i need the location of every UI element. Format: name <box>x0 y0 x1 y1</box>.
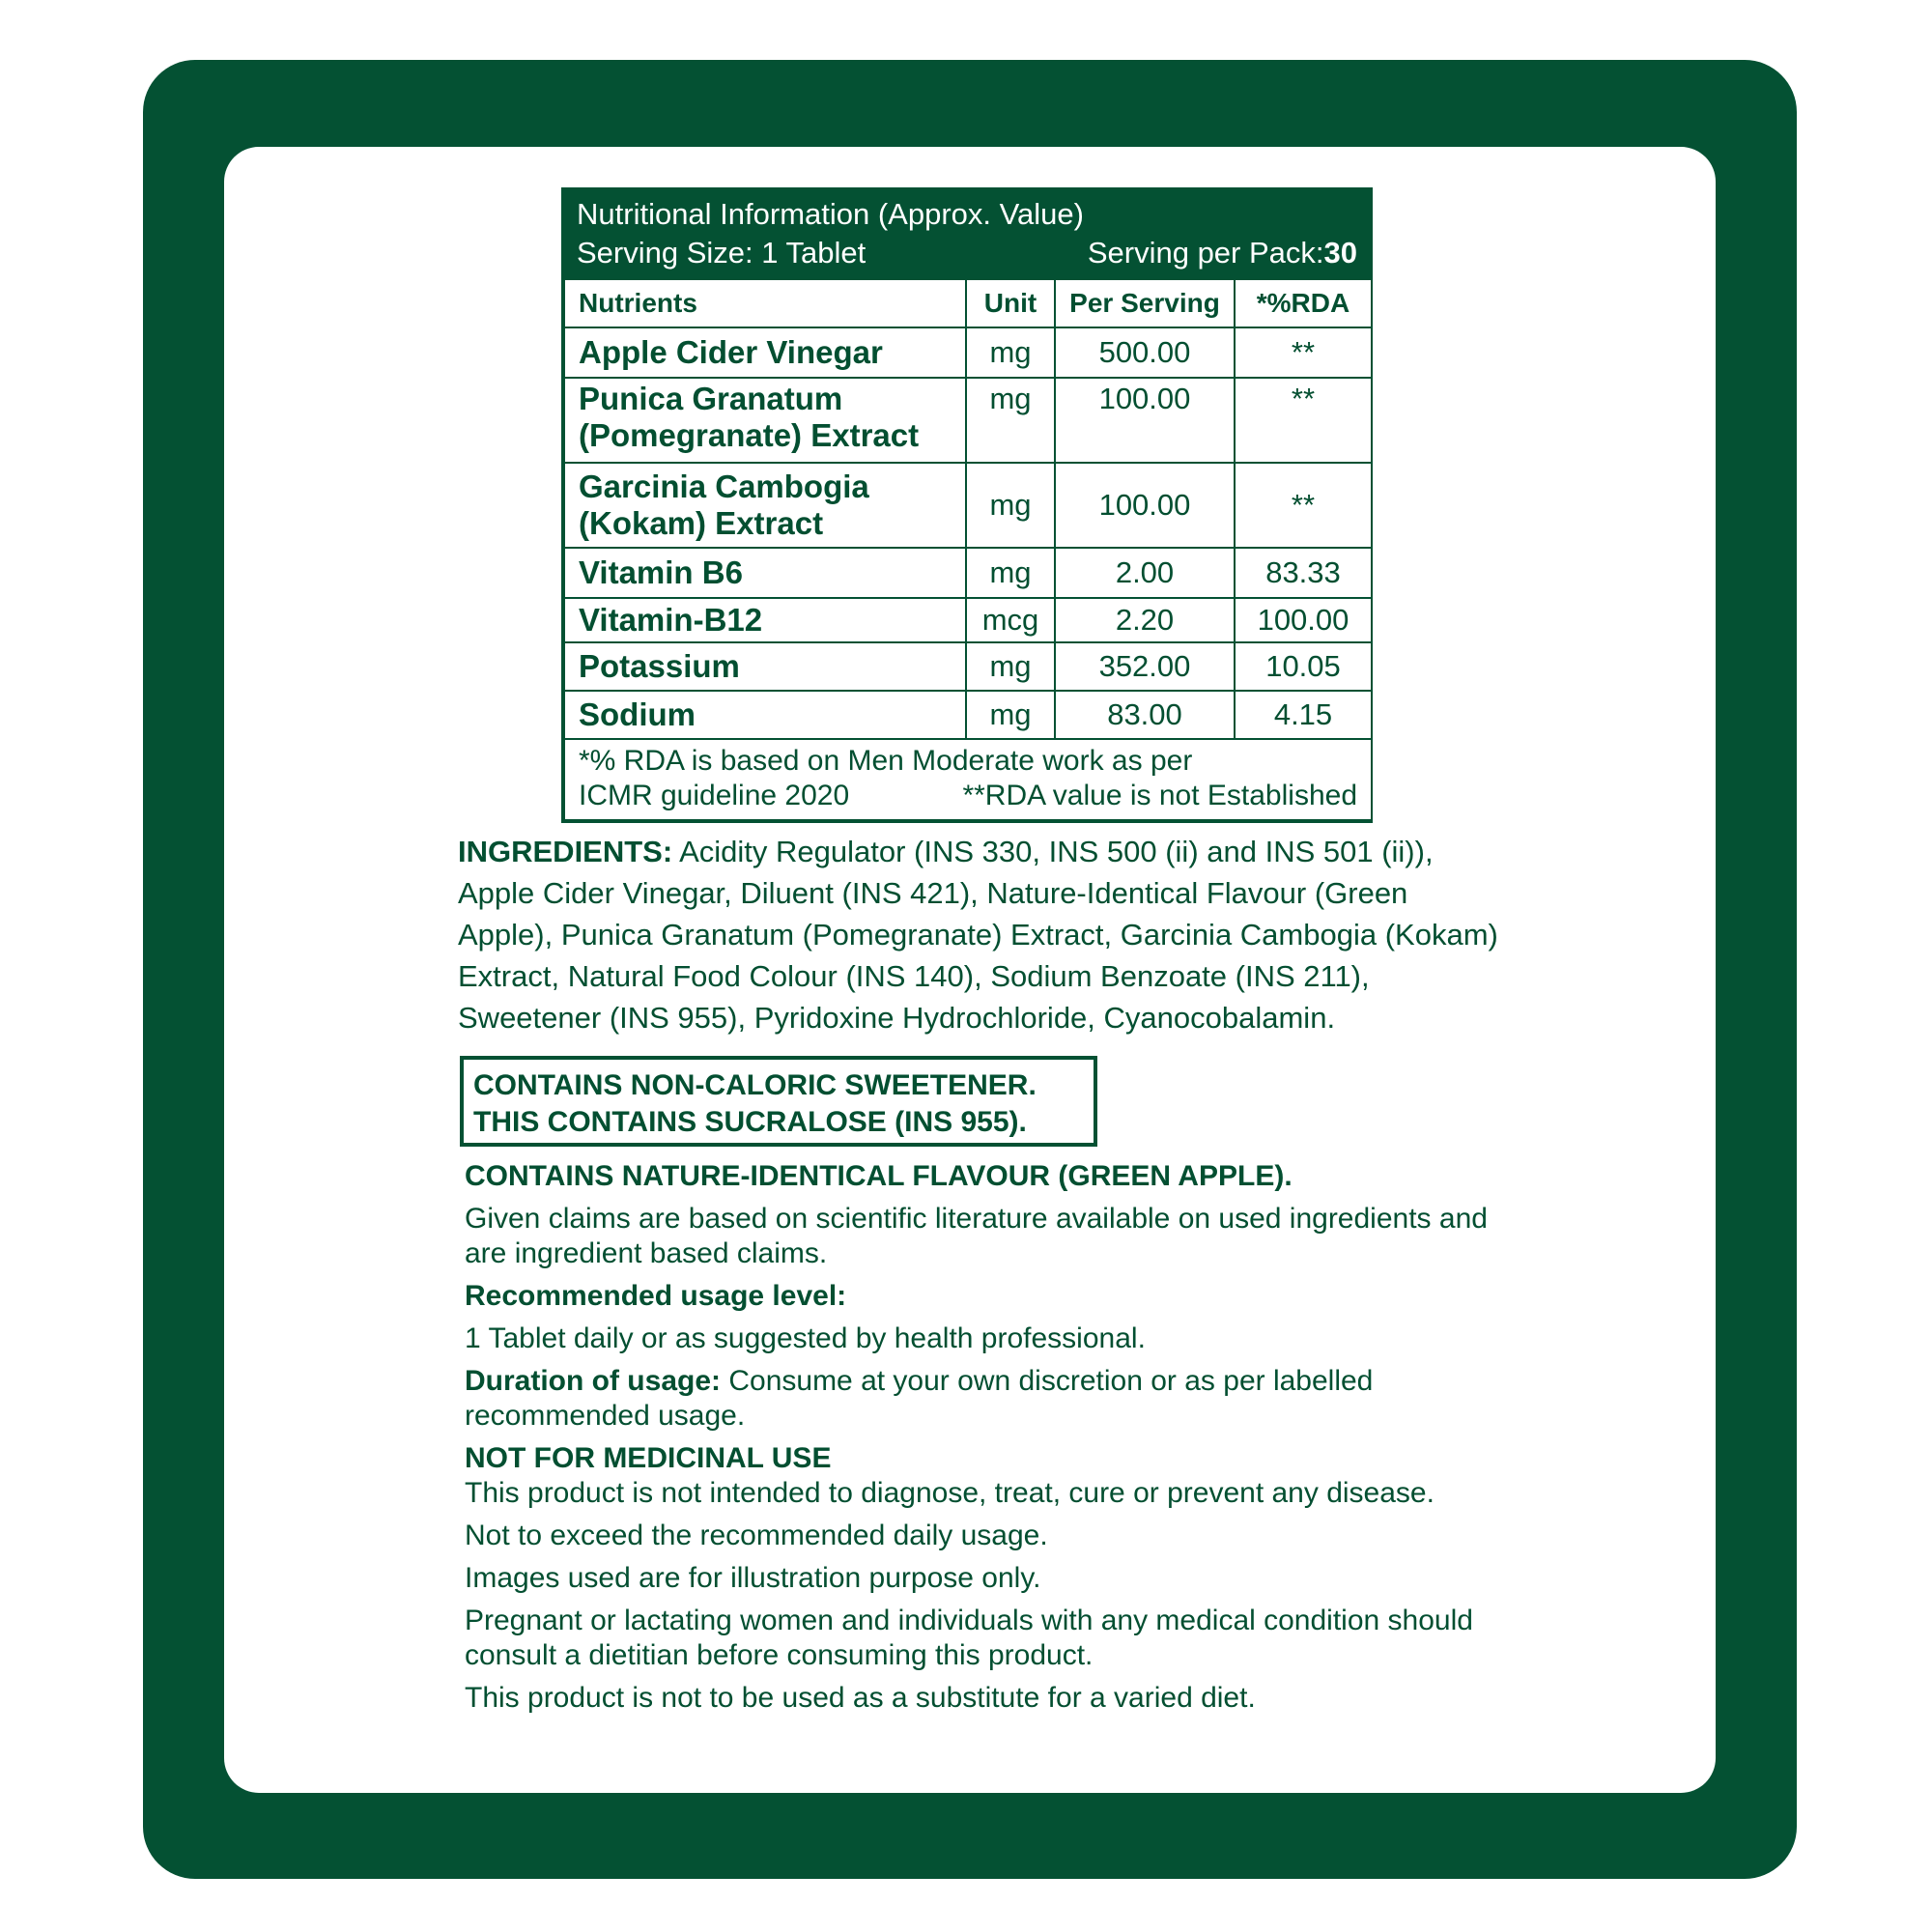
not-exceed-statement: Not to exceed the recommended daily usage. <box>465 1520 1048 1551</box>
pregnant-statement: Pregnant or lactating women and individuals with any medical condition should consult a dietitian before consuming this product. <box>465 1605 1473 1671</box>
nutrient-rda: 4.15 <box>1235 691 1372 739</box>
duration-label: Duration of usage: <box>465 1365 722 1397</box>
nutrient-per-serving: 352.00 <box>1055 642 1235 691</box>
usage-heading: Recommended usage level: <box>465 1280 847 1312</box>
nutrient-rda: ** <box>1235 327 1372 378</box>
sweetener-warning-box <box>460 1056 1097 1147</box>
table-row <box>564 548 1372 598</box>
footnote-row <box>564 739 1372 820</box>
sweetener-warning-line-1: CONTAINS NON-CALORIC SWEETENER. <box>473 1069 1037 1101</box>
flavour-statement: CONTAINS NATURE-IDENTICAL FLAVOUR (GREEN APPLE). <box>465 1160 1293 1192</box>
col-rda: *%RDA <box>1235 280 1372 327</box>
serving-size: Serving Size: 1 Tablet <box>577 236 867 270</box>
footnote-line-1: *% RDA is based on Men Moderate work as per <box>579 745 1193 777</box>
nutrition-header <box>563 189 1371 280</box>
nutrient-name: Garcinia Cambogia (Kokam) Extract <box>564 463 966 548</box>
nutrient-per-serving: 2.00 <box>1055 548 1235 598</box>
table-header-row <box>564 280 1372 327</box>
nutrient-unit: mg <box>966 378 1055 463</box>
nutrient-unit: mg <box>966 463 1055 548</box>
nutrient-unit: mcg <box>966 598 1055 642</box>
nutrient-name: Vitamin B6 <box>564 548 966 598</box>
nutrient-per-serving: 100.00 <box>1055 378 1235 463</box>
col-per-serving: Per Serving <box>1055 280 1235 327</box>
nutrient-name: Punica Granatum (Pomegranate) Extract <box>564 378 966 463</box>
nutrient-per-serving: 100.00 <box>1055 463 1235 548</box>
nutrient-unit: mg <box>966 548 1055 598</box>
nutrition-table <box>561 187 1373 823</box>
nutrient-unit: mg <box>966 327 1055 378</box>
nutrient-name: Apple Cider Vinegar <box>564 327 966 378</box>
table-row <box>564 378 1372 463</box>
images-statement: Images used are for illustration purpose only. <box>465 1562 1041 1594</box>
label-notes <box>465 1159 1508 1723</box>
table-row <box>564 642 1372 691</box>
col-nutrients: Nutrients <box>564 280 966 327</box>
table-row <box>564 691 1372 739</box>
serving-per-pack: Serving per Pack:30 <box>1087 236 1357 270</box>
claims-statement: Given claims are based on scientific literature available on used ingredients and are ingredient based claims. <box>465 1203 1488 1269</box>
nutrient-name: Vitamin-B12 <box>564 598 966 642</box>
table-row <box>564 463 1372 548</box>
ingredients-label: INGREDIENTS: <box>458 835 673 868</box>
nutrition-title: Nutritional Information (Approx. Value) <box>577 197 1084 231</box>
rda-footnote <box>564 739 1372 820</box>
table-row <box>564 327 1372 378</box>
nutrient-per-serving: 83.00 <box>1055 691 1235 739</box>
nutrient-rda: ** <box>1235 378 1372 463</box>
table-row <box>564 598 1372 642</box>
nutrient-unit: mg <box>966 642 1055 691</box>
nutrient-per-serving: 500.00 <box>1055 327 1235 378</box>
nutrient-per-serving: 2.20 <box>1055 598 1235 642</box>
nutrient-unit: mg <box>966 691 1055 739</box>
nutrient-name: Potassium <box>564 642 966 691</box>
col-unit: Unit <box>966 280 1055 327</box>
ingredients-text: Acidity Regulator (INS 330, INS 500 (ii) and INS 501 (ii)), Apple Cider Vinegar, Diluent (INS 421), Nature-Identical Flavour (Green Apple), Punica Granatum (Pomegranate) Extract, Garcinia Cambogia (Kokam) Extract, Natural Food Colour (INS 140), Sodium Benzoate (INS 211), Sweetener (INS 955), Pyridoxine Hydrochloride, Cyanocobalamin. <box>458 835 1498 1035</box>
nutrient-rda: 10.05 <box>1235 642 1372 691</box>
nutrients-grid <box>563 280 1373 821</box>
substitute-statement: This product is not to be used as a substitute for a varied diet. <box>465 1682 1256 1714</box>
ingredients-paragraph <box>458 831 1501 1038</box>
usage-text: 1 Tablet daily or as suggested by health professional. <box>465 1322 1146 1354</box>
nutrient-rda: ** <box>1235 463 1372 548</box>
duration-statement <box>465 1364 1508 1434</box>
nutrient-name: Sodium <box>564 691 966 739</box>
nutrient-rda: 83.33 <box>1235 548 1372 598</box>
sweetener-warning-line-2: THIS CONTAINS SUCRALOSE (INS 955). <box>473 1106 1027 1138</box>
nutrient-rda: 100.00 <box>1235 598 1372 642</box>
footnote-line-2: ICMR guideline 2020 <box>579 780 850 811</box>
not-medicinal-heading: NOT FOR MEDICINAL USE <box>465 1442 832 1474</box>
duration-text: Consume at your own discretion or as per labelled recommended usage. <box>465 1365 1374 1432</box>
footnote-rda-note: **RDA value is not Established <box>962 780 1357 811</box>
not-intended-statement: This product is not intended to diagnose, treat, cure or prevent any disease. <box>465 1477 1435 1509</box>
